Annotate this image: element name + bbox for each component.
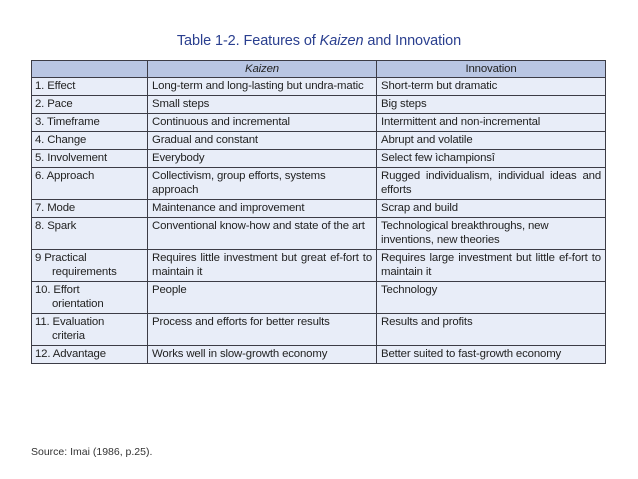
feature-label-text: 3. Timeframe — [35, 116, 100, 128]
table-row — [32, 96, 606, 114]
table-title-suffix: and Innovation — [363, 33, 462, 49]
feature-label — [32, 346, 148, 364]
header-feature — [32, 61, 148, 78]
feature-label-text: 7. Mode — [35, 202, 76, 214]
innovation-cell: Select few ìchampionsî — [377, 150, 606, 168]
header-kaizen: Kaizen — [148, 61, 377, 78]
feature-label — [32, 168, 148, 200]
feature-label — [32, 150, 148, 168]
feature-label — [32, 114, 148, 132]
header-innovation: Innovation — [377, 61, 606, 78]
innovation-cell: Big steps — [377, 96, 606, 114]
feature-label-text: 6. Approach — [35, 170, 95, 182]
kaizen-cell: Gradual and constant — [148, 132, 377, 150]
kaizen-cell: Requires little investment but great ef-fort to maintain it — [148, 250, 377, 282]
innovation-cell: Requires large investment but little ef-fort to maintain it — [377, 250, 606, 282]
feature-label — [32, 78, 148, 96]
features-table — [31, 60, 606, 364]
feature-label-text: 1. Effect — [35, 80, 76, 92]
innovation-cell: Results and profits — [377, 314, 606, 346]
innovation-cell: Technology — [377, 282, 606, 314]
kaizen-cell: Works well in slow-growth economy — [148, 346, 377, 364]
feature-label — [32, 314, 148, 346]
table-row — [32, 150, 606, 168]
innovation-cell: Short-term but dramatic — [377, 78, 606, 96]
kaizen-cell: Collectivism, group efforts, systems approach — [148, 168, 377, 200]
innovation-cell: Better suited to fast-growth economy — [377, 346, 606, 364]
kaizen-cell: Conventional know-how and state of the art — [148, 218, 377, 250]
feature-label — [32, 218, 148, 250]
feature-label — [32, 250, 148, 282]
table-row — [32, 114, 606, 132]
feature-label-text: 11. Evaluation — [35, 316, 105, 328]
feature-label-text: 5. Involvement — [35, 152, 107, 164]
feature-label — [32, 282, 148, 314]
innovation-cell: Abrupt and volatile — [377, 132, 606, 150]
innovation-cell: Scrap and build — [377, 200, 606, 218]
feature-label-text: 8. Spark — [35, 220, 77, 232]
feature-label-text: 4. Change — [35, 134, 87, 146]
feature-label-text: 9 Practical — [35, 252, 87, 264]
table-row — [32, 168, 606, 200]
table-body — [32, 78, 606, 364]
table-header-row — [32, 61, 606, 78]
feature-label-text: 10. Effort — [35, 284, 80, 296]
innovation-cell: Technological breakthroughs, new inventions, new theories — [377, 218, 606, 250]
feature-label-continuation: requirements — [52, 266, 117, 278]
feature-label-text: 2. Pace — [35, 98, 73, 110]
table-row — [32, 132, 606, 150]
feature-label-continuation: criteria — [52, 330, 85, 342]
innovation-cell: Intermittent and non-incremental — [377, 114, 606, 132]
table-title-prefix: Table 1-2. Features of — [176, 33, 320, 49]
feature-label — [32, 132, 148, 150]
kaizen-cell: Continuous and incremental — [148, 114, 377, 132]
feature-label-continuation: orientation — [52, 298, 104, 310]
table-row — [32, 282, 606, 314]
kaizen-cell: Small steps — [148, 96, 377, 114]
kaizen-cell: Long-term and long-lasting but undra-matic — [148, 78, 377, 96]
table-title — [0, 33, 638, 49]
table-row — [32, 218, 606, 250]
table-row — [32, 250, 606, 282]
table-row — [32, 346, 606, 364]
feature-label — [32, 96, 148, 114]
kaizen-cell: Maintenance and improvement — [148, 200, 377, 218]
table-row — [32, 200, 606, 218]
kaizen-cell: Everybody — [148, 150, 377, 168]
table-title-kaizen: Kaizen — [319, 33, 364, 49]
feature-label-text: 12. Advantage — [35, 348, 106, 360]
source-note: Source: Imai (1986, p.25). — [31, 446, 153, 458]
kaizen-cell: People — [148, 282, 377, 314]
kaizen-cell: Process and efforts for better results — [148, 314, 377, 346]
innovation-cell: Rugged individualism, individual ideas and efforts — [377, 168, 606, 200]
table-row — [32, 78, 606, 96]
feature-label — [32, 200, 148, 218]
table-row — [32, 314, 606, 346]
